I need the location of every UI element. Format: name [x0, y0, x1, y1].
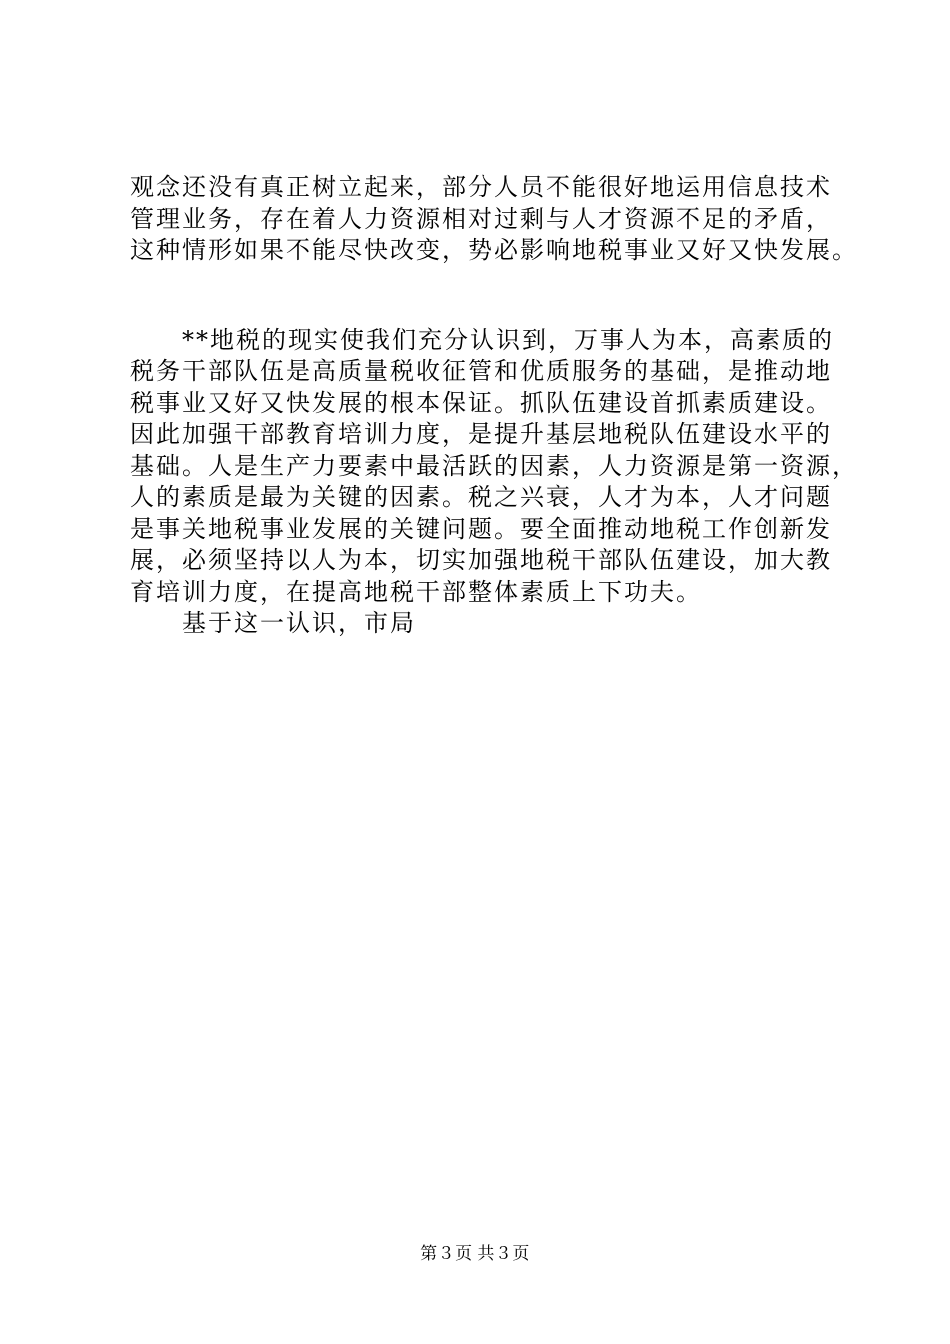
text-line: **地税的现实使我们充分认识到，万事人为本，高素质的 — [130, 325, 834, 354]
text-line: 基础。人是生产力要素中最活跃的因素，人力资源是第一资源， — [130, 451, 858, 480]
paragraph-3 — [130, 608, 840, 640]
text-line: 育培训力度，在提高地税干部整体素质上下功夫。 — [130, 577, 702, 606]
document-body — [130, 172, 858, 640]
text-line: 人的素质是最为关键的因素。税之兴衰，人才为本，人才问题 — [130, 483, 832, 511]
paragraph-1 — [130, 172, 858, 267]
paragraph-gap — [130, 267, 840, 325]
text-line: 观念还没有真正树立起来，部分人员不能很好地运用信息技术 — [130, 173, 832, 201]
text-line: 因此加强干部教育培训力度，是提升基层地税队伍建设水平的 — [130, 420, 832, 448]
text-line: 这种情形如果不能尽快改变，势必影响地税事业又好又快发展。 — [130, 236, 858, 264]
text-line: 管理业务，存在着人力资源相对过剩与人才资源不足的矛盾， — [130, 204, 832, 233]
text-line: 是事关地税事业发展的关键问题。要全面推动地税工作创新发 — [130, 514, 832, 543]
paragraph-2 — [130, 325, 858, 609]
text-line: 税事业又好又快发展的根本保证。抓队伍建设首抓素质建设。 — [130, 388, 832, 417]
page-number-footer: 第３页 共３页 — [420, 1244, 530, 1263]
text-line: 基于这一认识，市局 — [130, 609, 416, 637]
text-line: 展，必须坚持以人为本，切实加强地税干部队伍建设，加大教 — [130, 546, 832, 574]
text-line: 税务干部队伍是高质量税收征管和优质服务的基础，是推动地 — [130, 357, 832, 385]
